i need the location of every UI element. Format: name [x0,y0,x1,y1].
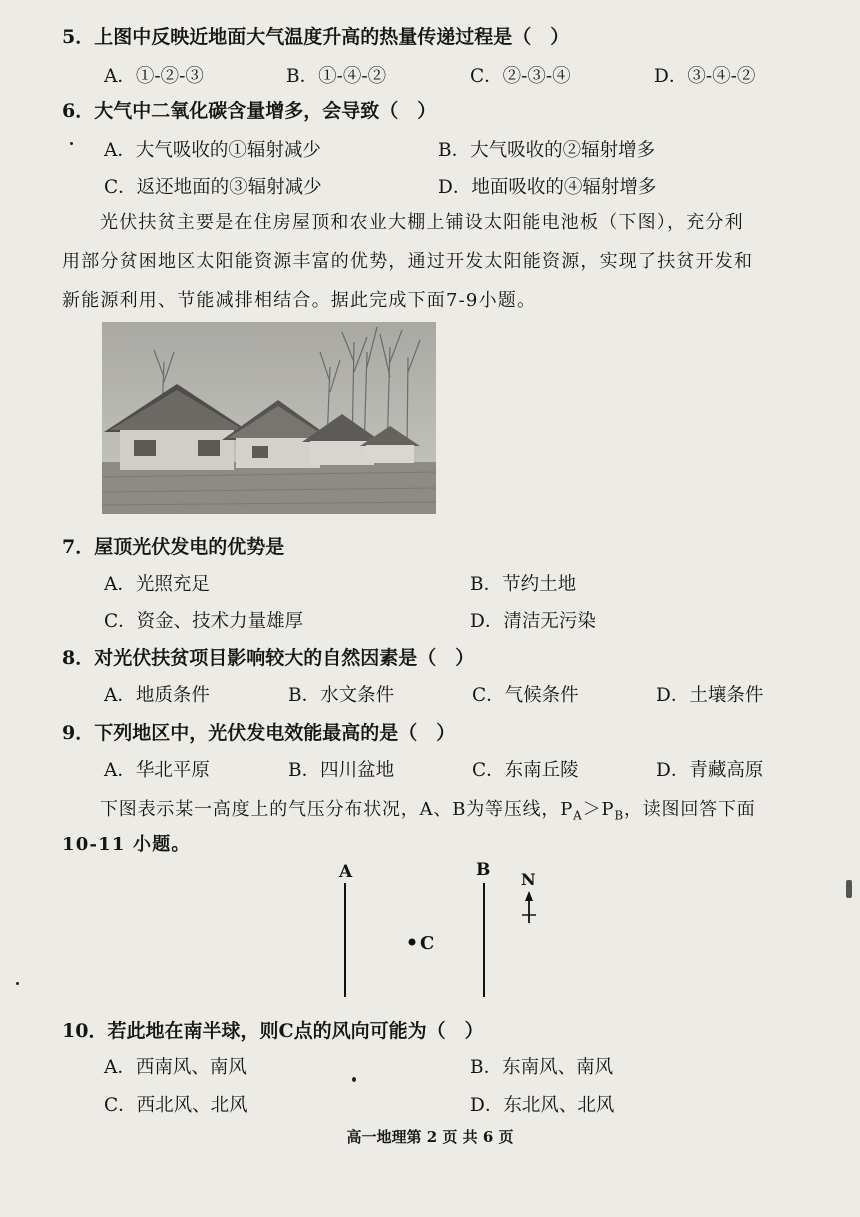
question-9-stem: 9．下列地区中，光伏发电效能最高的是（ ） [62,722,456,744]
scan-speck [846,880,852,898]
question-5-option-a: A．①-②-③ [104,66,204,87]
question-7-option-c: C．资金、技术力量雄厚 [104,611,304,632]
greater-than-sign: ＞P [582,799,615,820]
passage-7-9-line-3: 新能源利用、节能减排相结合。据此完成下面7-9小题。 [62,290,537,311]
question-9-option-a: A．华北平原 [104,760,210,781]
question-9-option-b: B．四川盆地 [288,760,395,781]
question-8-option-a: A．地质条件 [104,685,210,706]
point-c-label: C [420,933,435,954]
isobar-diagram [300,855,560,1005]
isobar-b-label: B [476,860,491,880]
scan-speck [16,982,19,985]
subscript-a: A [573,808,583,823]
isobar-a-label: A [339,862,353,882]
passage-7-9-line-2: 用部分贫困地区太阳能资源丰富的优势，通过开发太阳能资源，实现了扶贫开发和 [62,251,754,272]
solar-houses-photo [102,322,436,514]
passage-7-9-line-1: 光伏扶贫主要是在住房屋顶和农业大棚上铺设太阳能电池板（下图），充分利 [100,212,744,233]
question-6-option-a: A．大气吸收的①辐射减少 [104,140,321,161]
passage-10-11-line-1 [100,795,860,823]
question-7-option-d: D．清洁无污染 [470,611,596,632]
question-10-stem: 10．若此地在南半球，则C点的风向可能为（ ） [62,1020,484,1042]
scan-speck [352,1077,356,1082]
point-c-dot [409,939,416,946]
question-5-stem: 5．上图中反映近地面大气温度升高的热量传递过程是（ ） [62,26,570,48]
question-7-option-b: B．节约土地 [470,574,577,595]
north-label: N [521,870,536,889]
question-9-option-d: D．青藏高原 [656,760,764,781]
question-8-option-c: C．气候条件 [472,685,579,706]
question-8-option-d: D．土壤条件 [656,685,764,706]
subscript-b: B [614,808,624,823]
question-6-stem: 6．大气中二氧化碳含量增多，会导致（ ） [62,100,437,122]
question-7-stem: 7．屋顶光伏发电的优势是 [62,536,285,558]
passage-10-11-text-b: ，读图回答下面 [623,799,756,820]
page-footer: 高一地理第 2 页 共 6 页 [346,1128,514,1146]
question-8-option-b: B．水文条件 [288,685,395,706]
question-10-option-a: A．西南风、南风 [104,1057,247,1078]
question-8-stem: 8．对光伏扶贫项目影响较大的自然因素是（ ） [62,647,475,669]
question-7-option-a: A．光照充足 [104,574,210,595]
question-5-option-c: C．②-③-④ [470,66,571,87]
passage-10-11-line-2: 10-11 小题。 [62,834,191,855]
scan-speck [70,142,73,145]
passage-10-11-text-a: 下图表示某一高度上的气压分布状况，A、B为等压线，P [100,799,574,820]
question-9-option-c: C．东南丘陵 [472,760,579,781]
question-6-option-d: D．地面吸收的④辐射增多 [438,177,657,198]
question-6-option-b: B．大气吸收的②辐射增多 [438,140,656,161]
question-5-option-b: B．①-④-② [286,66,387,87]
question-10-option-c: C．西北风、北风 [104,1095,248,1116]
question-6-option-c: C．返还地面的③辐射减少 [104,177,322,198]
question-5-option-d: D．③-④-② [654,66,756,87]
question-10-option-d: D．东北风、北风 [470,1095,615,1116]
question-10-option-b: B．东南风、南风 [470,1057,614,1078]
